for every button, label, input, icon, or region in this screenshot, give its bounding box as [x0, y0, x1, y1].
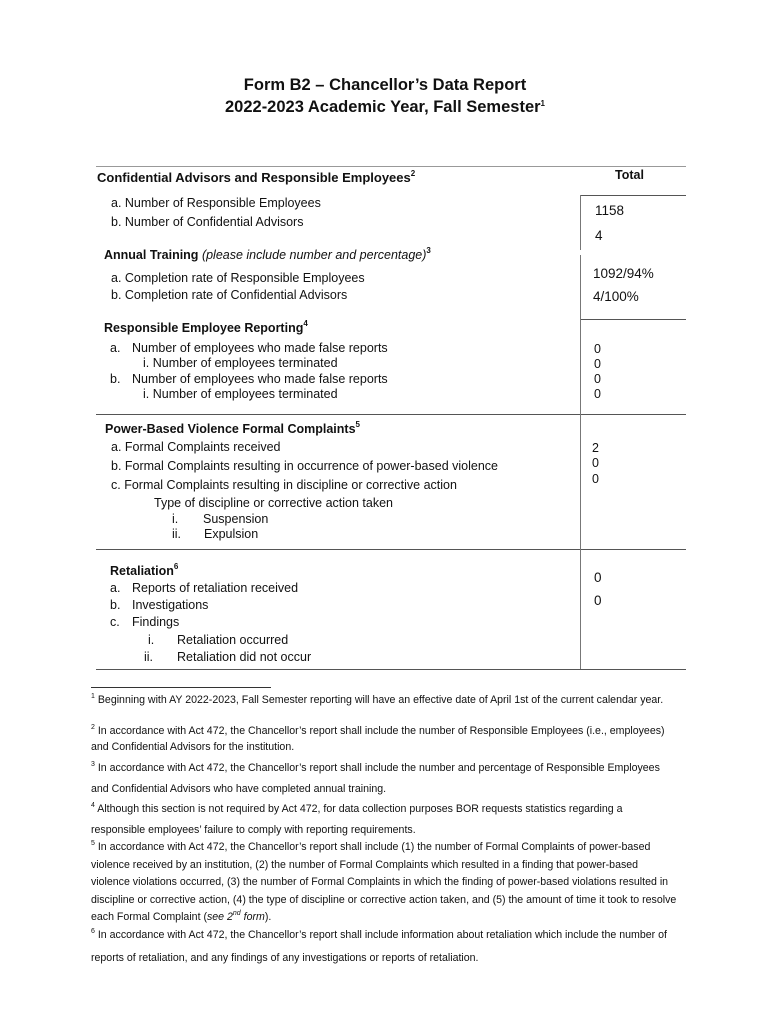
value-cell: 0 — [594, 593, 602, 608]
col-divider-3 — [580, 319, 581, 414]
total-header-rule — [580, 195, 686, 196]
list-item: b. Number of Confidential Advisors — [111, 215, 304, 229]
list-item: Number of employees who made false reports — [132, 372, 388, 386]
list-marker: a. — [110, 341, 121, 355]
footnote-separator — [91, 687, 271, 688]
list-item: a. Completion rate of Responsible Employees — [111, 271, 365, 285]
value-cell: 0 — [592, 456, 599, 470]
list-marker: b. — [110, 372, 121, 386]
list-marker: c. — [110, 615, 120, 629]
value-cell: 4/100% — [593, 289, 639, 304]
value-cell: 2 — [592, 441, 599, 455]
list-marker: ii. — [172, 527, 182, 541]
pbv-rule — [96, 549, 686, 550]
list-marker: i. — [148, 633, 155, 647]
value-cell: 0 — [594, 570, 602, 585]
list-item: c. Formal Complaints resulting in discipline or corrective action — [111, 478, 457, 492]
list-item: i. Number of employees terminated — [143, 387, 338, 401]
list-item: Suspension — [203, 512, 269, 526]
footnote-6: $^6$ In accordance with Act 472, the Chancellor’s report shall include information about retaliation which include the number of reports of retaliation, and any findings of any investigations or reports of retaliation. — [91, 928, 667, 964]
section-heading-reporting: Responsible Employee Reporting$^4$ — [104, 319, 308, 335]
list-marker: ii. — [144, 650, 154, 664]
list-item: Reports of retaliation received — [132, 581, 299, 595]
value-cell: 0 — [592, 472, 599, 486]
section-heading-retaliation: Retaliation$^6$ — [110, 562, 179, 578]
list-marker: i. — [172, 512, 179, 526]
value-cell: 0 — [594, 387, 601, 401]
list-item: Retaliation did not occur — [177, 650, 312, 664]
value-cell: 0 — [594, 357, 601, 371]
col-divider-2 — [580, 255, 581, 319]
list-item: a. Formal Complaints received — [111, 440, 281, 454]
list-item: a. Number of Responsible Employees — [111, 196, 321, 210]
list-item: i. Number of employees terminated — [143, 356, 338, 370]
list-item: Investigations — [132, 598, 209, 612]
section-heading-training: Annual Training (please include number and percentage)$^3$ — [104, 246, 431, 262]
list-item: Type of discipline or corrective action taken — [154, 496, 394, 510]
value-cell: 4 — [595, 228, 603, 243]
col-divider-5 — [580, 549, 581, 669]
list-item: b. Completion rate of Confidential Advisors — [111, 288, 348, 302]
list-item: Expulsion — [204, 527, 259, 541]
form-subtitle: 2022-2023 Academic Year, Fall Semester$^1$ — [224, 98, 545, 116]
form-title: Form B2 – Chancellor’s Data Report — [243, 76, 527, 94]
list-item: b. Formal Complaints resulting in occurrence of power-based violence — [111, 459, 498, 473]
training-rule — [580, 319, 686, 320]
value-cell: 0 — [594, 342, 601, 356]
table-header-left: Confidential Advisors and Responsible Employees$^2$ — [97, 169, 416, 185]
section-heading-pbv: Power-Based Violence Formal Complaints$^5$ — [105, 420, 360, 436]
col-divider-4 — [580, 414, 581, 549]
footnote-2: $^2$ In accordance with Act 472, the Chancellor’s report shall include the number of Responsible Employees (i.e., employees) and Confidential Advisors for the institution. — [91, 724, 665, 753]
list-marker: b. — [110, 598, 121, 612]
list-marker: a. — [110, 581, 121, 595]
footnote-5: $^5$ In accordance with Act 472, the Chancellor’s report shall include (1) the number of Formal Complaints of power-based violence received by an institution, (2) the number of Formal Complaints which resulted in a finding that power-based violence violations occurred, (3) the number of Formal Complaints in which the finding of power-based violations resulted in discipline or corrective action, (4) the type of discipline or corrective action taken, and (5) the amount of time it took to resolve each Formal Complaint (see 2nd form). — [91, 840, 677, 923]
list-item: Retaliation occurred — [177, 633, 289, 647]
footnote-1: $^1$ Beginning with AY 2022-2023, Fall Semester reporting will have an effective date of April 1st of the current calendar year. — [91, 693, 664, 706]
list-item: Findings — [132, 615, 180, 629]
list-item: Number of employees who made false reports — [132, 341, 388, 355]
value-cell: 1158 — [595, 203, 625, 218]
value-cell: 1092/94% — [593, 266, 654, 281]
table-header-total: Total — [615, 168, 644, 182]
table-top-rule — [96, 166, 686, 167]
col-divider-1 — [580, 195, 581, 250]
footnote-3: $^3$ In accordance with Act 472, the Chancellor’s report shall include the number and percentage of Responsible Employees and Confidential Advisors who have completed annual training. — [91, 761, 660, 795]
value-cell: 0 — [594, 372, 601, 386]
reporting-rule — [96, 414, 686, 415]
table-bottom-rule — [96, 669, 686, 670]
footnote-4: $^4$ Although this section is not required by Act 472, for data collection purposes BOR requests statistics regarding a responsible employees’ failure to comply with reporting requirements. — [91, 802, 623, 836]
